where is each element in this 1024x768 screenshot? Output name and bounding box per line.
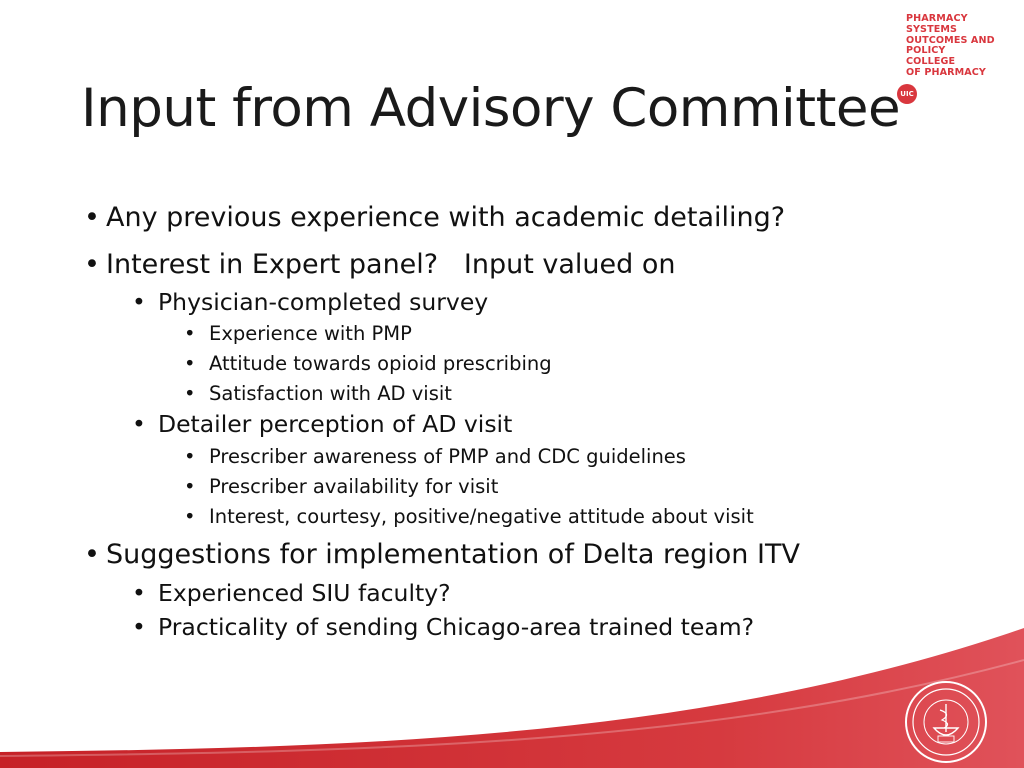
bullet-icon: • [184,382,196,405]
bullet-icon: • [132,288,146,316]
bullet-text: Interest in Expert panel? Input valued on [106,249,676,280]
bullet-text: Prescriber availability for visit [209,475,499,498]
uic-badge-icon: UIC [897,84,917,104]
bullet-text: Physician-completed survey [158,288,489,316]
bullet-text: Practicality of sending Chicago-area trained team? [158,613,755,641]
logo-line: SYSTEMS [906,23,958,35]
bullet-icon: • [184,505,196,528]
bullet-text: Prescriber awareness of PMP and CDC guidelines [209,445,686,468]
bullet-icon: • [184,475,196,498]
bullet-icon: • [132,613,146,641]
bullet-text: Experience with PMP [209,322,412,345]
page-title: Input from Advisory Committee [81,78,901,139]
bullet-text: Interest, courtesy, positive/negative attitude about visit [209,505,754,528]
logo-line: POLICY [906,45,946,57]
bullet-icon: • [84,202,100,233]
bullet-text: Experienced SIU faculty? [158,579,451,607]
bullet-icon: • [184,445,196,468]
logo-line: PHARMACY [906,13,968,24]
bullet-icon: • [84,249,100,280]
bullet-text: Satisfaction with AD visit [209,382,452,405]
bullet-icon: • [132,579,146,607]
bullet-text: Detailer perception of AD visit [158,410,513,438]
logo-line: OF PHARMACY [906,66,986,78]
university-seal-icon [904,680,988,764]
logo-line: OUTCOMES AND [906,34,995,46]
bullet-icon: • [184,352,196,375]
bullet-text: Attitude towards opioid prescribing [209,352,552,375]
bullet-text: Any previous experience with academic detailing? [106,202,786,233]
bullet-icon: • [184,322,196,345]
bullet-icon: • [132,410,146,438]
logo-line: COLLEGE [906,56,956,68]
bullet-icon: • [84,539,100,570]
bullet-text: Suggestions for implementation of Delta region ITV [106,539,800,570]
